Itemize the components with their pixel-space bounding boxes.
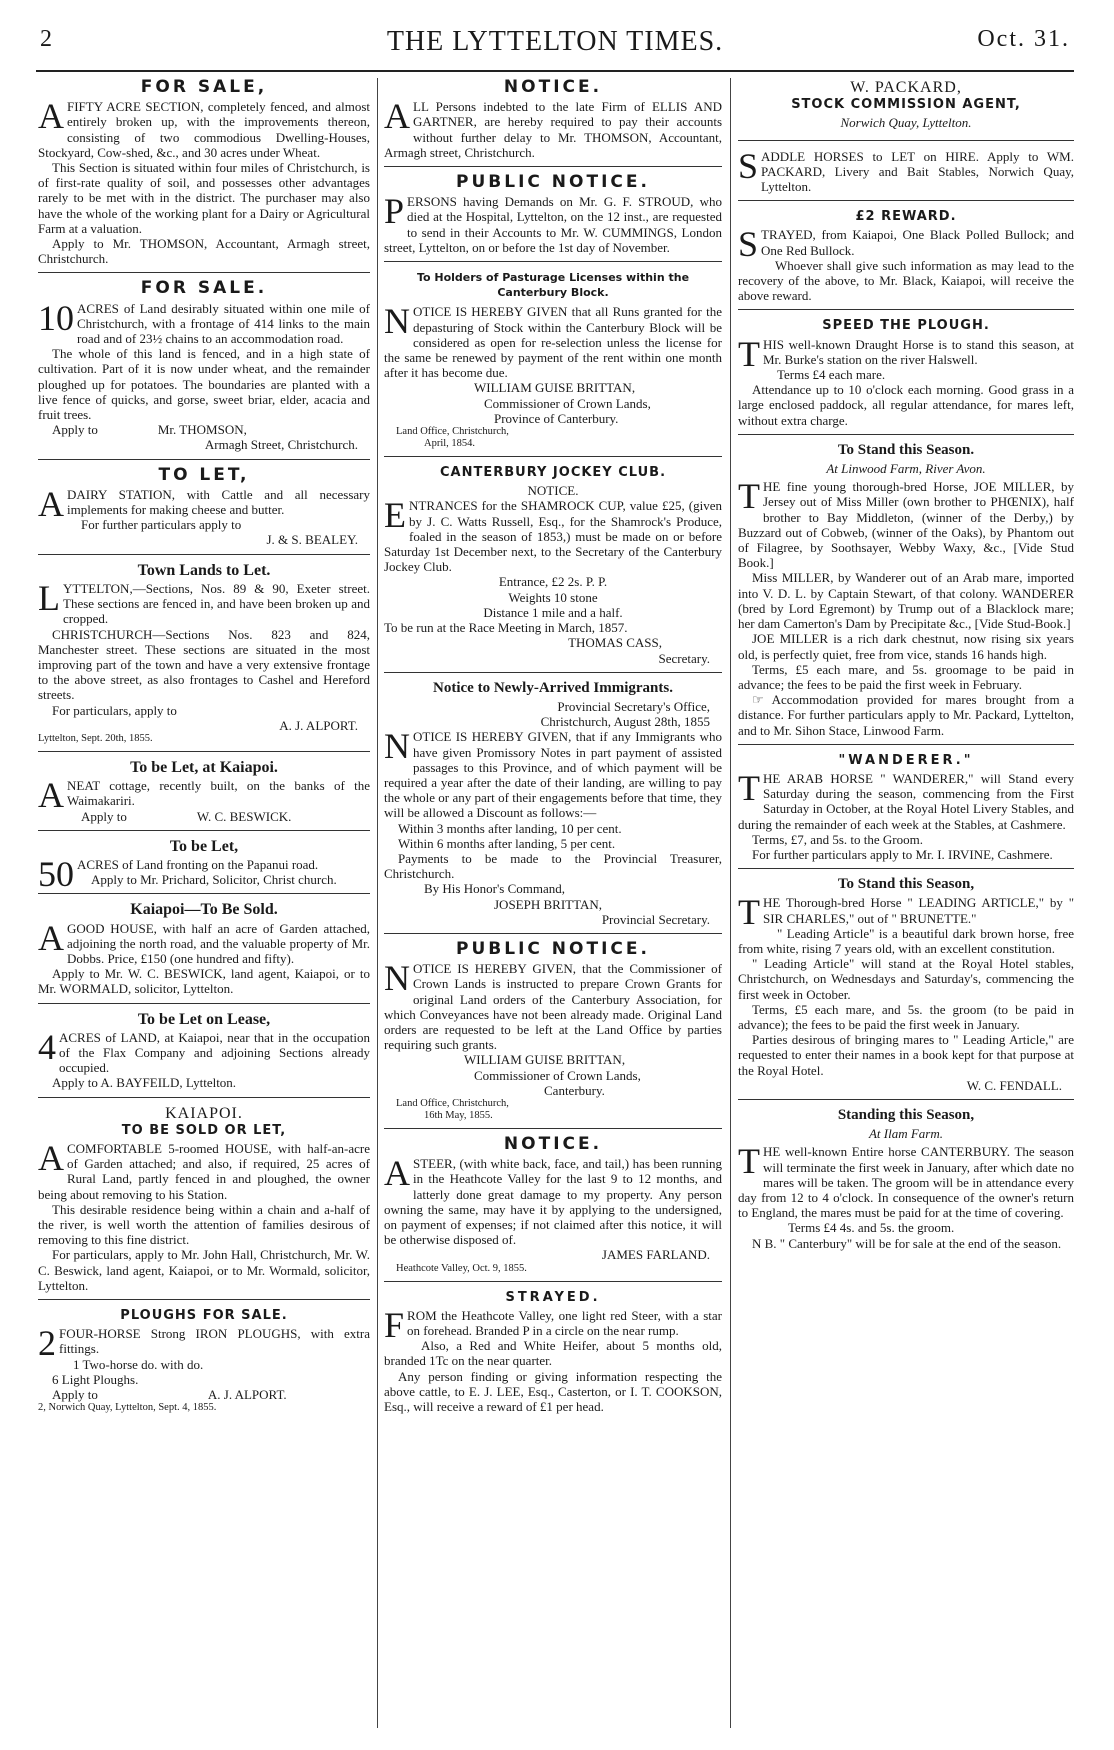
ad-paragraph: Miss MILLER, by Wanderer out of an Arab mare, imported into V. D. L. by Captain Stewart, of that colony. WANDERER (bred by Lord Egremont) by Trump out of a Blacklock mare; her dam Camerton's Dam by Precipitate &c., [Vide Stud-Book.] [738,570,1074,632]
ad-body: FIFTY ACRE SECTION, completely fenced, and almost entirely broken up, with the improvements thereon, consisting of two commodious Dwelling-Houses, Stockyard, Cow-shed, &c., and 30 acres under Wheat. [38,99,370,160]
ad-body: ACRES of LAND, at Kaiapoi, near that in the occupation of the Flax Company and adjoining Sections already occupied. [59,1029,370,1076]
ad-location: Norwich Quay, Lyttelton. [840,115,972,131]
drop-cap: T [738,1141,760,1182]
ad-signature: Commissioner of Crown Lands, [484,395,651,411]
ad-body: OTICE IS HEREBY GIVEN, that the Commissioner of Crown Lands is instructed to prepare Crown Grants for original Land orders of the Canterbury Association, for which Conveyances have not been already made. Original Land orders are requested to be left at the Land Office by parties requiring such grants. [384,961,722,1053]
ad-signature: Secretary. [658,650,710,666]
ad-ellis-gartner-notice [384,80,722,167]
column-divider [730,78,731,1728]
ad-paragraph: Terms, £5 each mare, and 5s. groomage to be paid in advance; the fees to be paid the first week in February. [738,661,1074,692]
ad-paragraph: N B. " Canterbury" will be for sale at the end of the season. [752,1235,1062,1251]
ad-paragraph: JOE MILLER is a rich dark chestnut, now rising six years old, is perfectly quiet, free from vice, stands 16 hands high. [738,631,1074,662]
ad-paragraph: CHRISTCHURCH—Sections Nos. 823 and 824, Manchester street. These sections are situated in the most improving part of the town and have a very extensive frontage to the above street, as also frontages to Cashel and Hereford streets. [38,626,370,703]
ad-body: HE fine young thorough-bred Horse, JOE MILLER, by Jersey out of Miss Miller (own brother to PHŒNIX), half brother to Bay Middleton, (winner of the Derby,) by Buzzard out of Cobweb, (winner of the Oaks), by Phantom out of Filagree, by Soothsayer, Webby Waxy, &c., [Vide Stud Book.] [738,479,1074,571]
ad-signature: Commissioner of Crown Lands, [474,1067,641,1083]
ad-body: STEER, (with white back, face, and tail,) has been running in the Heathcote Valley for the last 9 to 12 months, and latterly done great damage to my property. Any person owning the same, may have it by applying to the undersigned, on payment of expenses; if not claimed after this notice, it will be otherwise disposed of. [384,1156,722,1248]
ad-body: HE ARAB HORSE " WANDERER," will Stand every Saturday during the season, commencing from the First Saturday in October, at the Royal Hotel Livery Stables, and during the remainder of each week at the Stables, at Cashmere. [738,770,1074,832]
ad-immigrants-notice [384,681,722,934]
drop-cap: A [38,1137,64,1178]
ad-subheading: NOTICE. [527,483,579,499]
ad-ten-acres-for-sale [38,278,370,459]
ad-fifty-acre-for-sale [38,80,370,273]
ad-line: 1 Two-horse do. with do. [73,1356,204,1372]
ad-paragraph: The whole of this land is fenced, and in a high state of cultivation. Part of it is now under wheat, and the remainder ploughed up for potatoes. The boundaries are planted with a live fence of quicks, and gorse, sweet briar, elder, acacia and fruit trees. [38,346,370,423]
ad-date: 2, Norwich Quay, Lyttelton, Sept. 4, 1855. [38,1402,217,1414]
ad-wanderer [738,753,1074,869]
ad-paragraph: ☞ Accommodation provided for mares brought from a distance. For further particulars apply to Mr. Packard, Lyttelton, and to Mr. Sihon Stace, Linwood Farm. [738,692,1074,738]
column-divider [377,78,378,1728]
ad-signature: Mr. THOMSON, [157,422,247,438]
drop-cap: 4 [38,1026,56,1067]
ad-signature: Provincial Secretary. [601,911,710,927]
ad-heading: PUBLIC NOTICE. [456,938,650,959]
drop-cap: T [738,333,760,374]
ad-jockey-club [384,465,722,673]
ad-body: ACRES of Land desirably situated within one mile of Christchurch, with a frontage of 414 links to the main road and of 23½ chains to an accommodation road. [77,300,370,347]
ad-heading: PLOUGHS FOR SALE. [120,1308,288,1324]
ad-paragraph: Also, a Red and White Heifer, about 5 months old, branded 1Tc on the near quarter. [384,1338,722,1369]
ad-kaiapoi-house-sale [38,1106,370,1300]
ad-date: Land Office, Christchurch, [396,1097,509,1109]
ad-lease-land [38,1012,370,1098]
ad-line: To be run at the Race Meeting in March, 1857. [384,620,628,636]
ad-heading: FOR SALE, [140,78,268,97]
ad-body: OTICE IS HEREBY GIVEN that all Runs granted for the depasturing of Stock within the Canterbury Block will be considered as open for re-selection unless the license for the same be renewed by payment of the rent within one month after it has become due. [384,304,722,381]
drop-cap: N [384,301,410,342]
ad-strayed-steer [384,1290,722,1421]
ad-body: OTICE IS HEREBY GIVEN, that if any Immigrants who have given Promissory Notes in part payment of assisted passages to this Province, and of which payment will be required a year after the date of their landing, are willing to pay the whole or any part of their engagements before that time, they will be allowed a Discount as follows:— [384,729,722,821]
drop-cap: T [738,767,760,808]
ad-body: GOOD HOUSE, with half an acre of Garden attached, adjoining the north road, and the valuable property of Mr. Dobbs. Price, £150 (one hundred and fifty). [67,920,370,966]
ad-paragraph: For further particulars apply to [81,517,242,533]
drop-cap: A [384,96,410,137]
drop-cap: A [38,917,64,958]
ad-heading: CANTERBURY JOCKEY CLUB. [439,465,667,481]
ad-paragraph: Apply to A. BAYFEILD, Lyttelton. [52,1075,237,1091]
ad-body: DAIRY STATION, with Cattle and all necessary implements for making cheese and butter. [67,486,370,518]
ad-heading: NOTICE. [503,78,603,97]
ad-saddle-horses [738,145,1074,202]
ad-signature: W. C. FENDALL. [966,1077,1062,1093]
drop-cap: A [38,483,64,524]
ad-paragraph: This Section is situated within four miles of Christchurch, is of first-rate quality of soil, and possesses other advantages rarely to be met with in the district. The purchaser may also have the whole of the working plant for a Dairy or Agricultural Farm at a valuation. [38,160,370,236]
ad-line: Within 6 months after landing, 5 per cent. [398,835,616,851]
ad-paragraph: For particulars, apply to Mr. John Hall, Christchurch, Mr. W. C. Beswick, land agent, Kaiapoi, or to Mr. Wormald, solicitor, Lyttelton. [38,1247,370,1293]
ad-heading: W. PACKARD, [850,79,962,96]
drop-cap: T [738,892,760,933]
ad-heading: Notice to Newly-Arrived Immigrants. [433,679,673,696]
ad-signature: Province of Canterbury. [494,410,619,426]
column-2 [384,78,722,1728]
ad-heading: To Stand this Season, [837,876,975,893]
masthead-rule [36,70,1074,72]
ad-body: FOUR-HORSE Strong IRON PLOUGHS, with extra fittings. [59,1326,370,1357]
ad-line: Distance 1 mile and a half. [483,604,623,620]
ad-body: ADDLE HORSES to LET on HIRE. Apply to WM. PACKARD, Livery and Bait Stables, Norwich Quay, Lyttelton. [761,148,1074,195]
ad-heading: To Holders of Pasturage Licenses within the Canterbury Block. [416,271,690,300]
ad-apply: Apply to [52,422,98,438]
ad-body: COMFORTABLE 5-roomed HOUSE, with half-an-acre of Garden attached; and also, if required, 25 acres of Rural Land, partly fenced in and ploughed, the owner being about removing to his Station. [38,1140,370,1202]
ad-line: By His Honor's Command, [424,881,566,897]
newspaper-title: THE LYTTELTON TIMES. [386,26,724,57]
ad-dairy-station [38,464,370,555]
ad-paragraph: For further particulars apply to Mr. I. IRVINE, Cashmere. [752,846,1053,862]
ad-two-pound-reward [738,209,1074,310]
ad-heading: NOTICE. [503,1133,603,1154]
ad-canterbury-horse [738,1108,1074,1257]
ad-leading-article [738,877,1074,1100]
ad-signature: WILLIAM GUISE BRITTAN, [474,380,636,396]
ad-body: HE Thorough-bred Horse " LEADING ARTICLE," by " SIR CHARLES," out of " BRUNETTE." [763,895,1074,926]
ad-paragraph: Whoever shall give such information as may lead to the recovery of the above, to Mr. Black, Kaiapoi, will receive the above reward. [738,257,1074,304]
ad-steer-notice [384,1133,722,1282]
ad-paragraph: For particulars, apply to [52,702,177,718]
ad-ploughs [38,1308,370,1420]
ad-signature: WILLIAM GUISE BRITTAN, [464,1052,626,1068]
ad-heading: "WANDERER." [838,752,974,768]
ad-line: Entrance, £2 2s. P. P. [498,574,608,590]
ad-subheading: At Linwood Farm, River Avon. [826,461,986,477]
drop-cap: S [738,224,759,265]
drop-cap: N [384,726,410,767]
ad-date: Christchurch, August 28th, 1855 [540,714,710,730]
ad-heading: TO LET, [158,464,250,485]
drop-cap: A [384,1153,410,1194]
ad-fifty-acres-papanui [38,839,370,895]
ad-subheading: At Ilam Farm. [868,1126,944,1142]
ad-body: NEAT cottage, recently built, on the banks of the Waimakariri. [67,778,370,809]
ad-paragraph: This desirable residence being within a chain and a-half of the river, is well worth the attention of families desirous of removing to this fine district. [38,1201,370,1248]
drop-cap: N [384,958,410,999]
ad-heading: STRAYED. [505,1289,601,1305]
ad-paragraph: Terms, £5 each mare, and 5s. the groom (to be paid in advance); the fees to be paid the first week in January. [738,1001,1074,1032]
ad-apply: Apply to [81,808,127,824]
ad-heading: £2 REWARD. [855,209,957,225]
ad-signature: A. J. ALPORT. [279,717,358,733]
drop-cap: T [738,476,760,517]
ad-pasturage-licenses [384,270,722,457]
ad-crown-grants-notice [384,938,722,1129]
ad-signature: W. C. BESWICK. [196,808,292,824]
drop-cap: A [38,96,64,137]
ad-town-lands [38,563,370,752]
ad-heading: FOR SALE. [140,278,268,299]
ad-signature: JAMES FARLAND. [601,1247,710,1263]
ad-paragraph: Attendance up to 10 o'clock each morning. Good grass in a large enclosed paddock, all regular attendance, for mares left, without extra charge. [738,382,1074,428]
ad-heading: KAIAPOI. [165,1104,243,1122]
ad-line: Payments to be made to the Provincial Treasurer, Christchurch. [384,850,722,882]
ad-subheading: TO BE SOLD OR LET, [121,1122,287,1138]
drop-cap: 10 [38,297,74,338]
ad-body: ERSONS having Demands on Mr. G. F. STROUD, who died at the Hospital, Lyttelton, on the 12 inst., are requested to send in their Accounts to Mr. W. CUMMINGS, London street, Lyttelton, on or before the 1st day of November. [384,194,722,255]
column-1 [38,78,370,1728]
drop-cap: S [738,145,759,186]
drop-cap: A [38,775,64,816]
ad-joe-miller [738,443,1074,745]
ad-paragraph: Terms £4 4s. and 5s. the groom. [788,1220,955,1236]
ad-paragraph: " Leading Article" is a beautiful dark brown horse, free from white, rising 7 years old, with an excellent constitution. [738,925,1074,956]
ad-date: Land Office, Christchurch, [396,426,509,438]
ad-paragraph: Apply to Mr. Prichard, Solicitor, Christ church. [91,872,337,888]
ad-paragraph: Terms, £7, and 5s. to the Groom. [752,831,923,847]
ad-signature: THOMAS CASS, [568,635,662,651]
drop-cap: P [384,191,405,232]
ad-office: Provincial Secretary's Office, [557,698,710,714]
drop-cap: E [384,495,406,536]
ad-body: ROM the Heathcote Valley, one light red Steer, with a star on forehead. Branded P in a circle on the near rump. [407,1307,722,1339]
ad-paragraph: Terms £4 each mare. [777,367,886,383]
ad-line: 6 Light Ploughs. [52,1371,139,1387]
issue-date: Oct. 31. [977,26,1070,52]
drop-cap: F [384,1304,405,1345]
ad-signature: JOSEPH BRITTAN, [494,896,603,912]
ad-body: YTTELTON,—Sections, Nos. 89 & 90, Exeter street. These sections are fenced in, and have been broken up and cropped. [63,580,370,627]
ad-date: 16th May, 1855. [424,1109,493,1121]
ad-signature: Armagh Street, Christchurch. [204,437,358,453]
ad-heading: Town Lands to Let. [137,561,271,579]
page-number: 2 [40,26,52,52]
drop-cap: L [38,577,60,618]
ad-heading: Standing this Season, [837,1106,975,1123]
ad-signature: J. & S. BEALEY. [266,532,358,548]
ad-body: TRAYED, from Kaiapoi, One Black Polled Bullock; and One Red Bullock. [761,227,1074,258]
ad-heading: To be Let, [169,837,239,855]
ad-date: April, 1854. [424,438,476,450]
drop-cap: 2 [38,1323,56,1364]
ad-heading: To Stand this Season. [837,441,975,458]
ad-stroud-notice [384,172,722,262]
ad-body: HIS well-known Draught Horse is to stand this season, at Mr. Burke's station on the river Halswell. [763,336,1074,367]
ad-heading: To be Let on Lease, [137,1010,271,1028]
ad-body: ACRES of Land fronting on the Papanui road. [77,856,319,872]
ad-paragraph: Apply to Mr. THOMSON, Accountant, Armagh street, Christchurch. [38,236,370,267]
drop-cap: 50 [38,853,74,894]
ad-body: HE well-known Entire horse CANTERBURY. The season will terminate the first week in January, after which date no mares will be taken. The groom will be in attendance every day from 12 to 4 o'clock. In consequence of the owner's return to England, the mares must be paid for at the time of covering. [738,1144,1074,1221]
ad-heading: PUBLIC NOTICE. [456,172,650,193]
ad-heading: SPEED THE PLOUGH. [822,318,990,334]
ad-paragraph: Parties desirous of bringing mares to " Leading Article," are requested to enter their names in a book kept for that purpose at the Royal Hotel. [738,1032,1074,1078]
ad-packard-agent [738,80,1074,141]
ad-apply: Apply to [52,1387,98,1403]
ad-paragraph: Any person finding or giving information respecting the above cattle, to E. J. LEE, Esq., Casterton, or I. T. COOKSON, Esq., will receive a reward of £1 per head. [384,1368,722,1415]
ad-line: Within 3 months after landing, 10 per cent. [398,820,622,836]
ad-paragraph: Apply to Mr. W. C. BESWICK, land agent, Kaiapoi, or to Mr. WORMALD, solicitor, Lyttelton. [38,966,370,997]
ad-body: LL Persons indebted to the late Firm of ELLIS AND GARTNER, are hereby required to pay their accounts without further delay to Mr. THOMSON, Accountant, Armagh street, Christchurch. [384,99,722,160]
ad-kaiapoi-house [38,902,370,1003]
ad-subheading: STOCK COMMISSION AGENT, [791,97,1021,113]
ad-signature: A. J. ALPORT. [207,1387,287,1403]
column-3 [738,78,1074,1728]
ad-heading: Kaiapoi—To Be Sold. [130,901,278,919]
ad-heading: To be Let, at Kaiapoi. [130,758,278,776]
ad-date: Lyttelton, Sept. 20th, 1855. [38,732,153,744]
ad-line: Weights 10 stone [508,589,598,605]
ad-cottage-kaiapoi [38,760,370,831]
ad-speed-the-plough [738,318,1074,434]
ad-body: NTRANCES for the SHAMROCK CUP, value £25, (given by J. C. Watts Russell, Esq., for the Shamrock's Produce, foaled in the season of 1853,) must be made on or before Saturday 1st December next, to the Secretary of the Canterbury Jockey Club. [384,498,722,575]
ad-signature: Canterbury. [544,1082,605,1098]
ad-date: Heathcote Valley, Oct. 9, 1855. [396,1262,527,1274]
masthead [36,26,1074,66]
ad-paragraph: " Leading Article" will stand at the Royal Hotel stables, Christchurch, on Wednesdays and Saturday's, commencing the first week in October. [738,956,1074,1002]
